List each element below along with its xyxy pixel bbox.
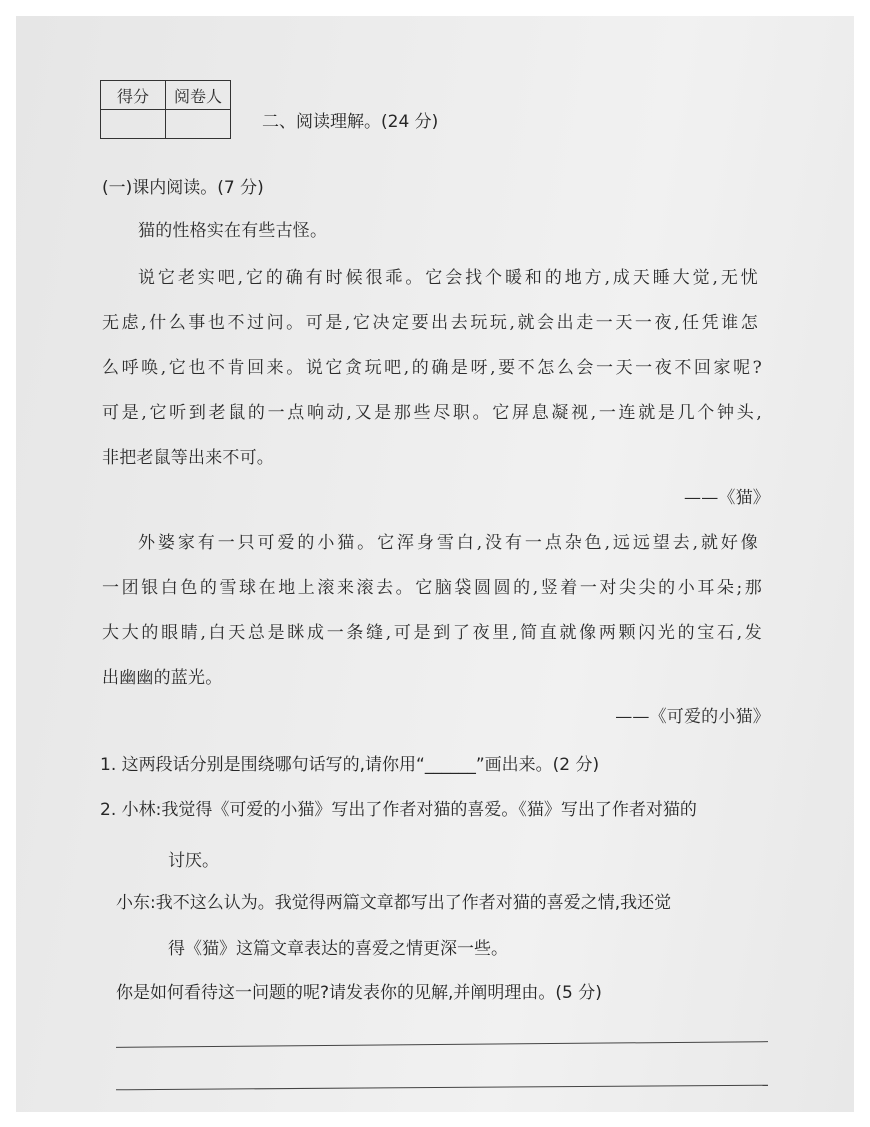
passage1-line: 非把老鼠等出来不可。	[102, 448, 274, 468]
passage1-line: 无虑,什么事也不过问。可是,它决定要出去玩玩,就会出走一天一夜,任凭谁怎	[102, 313, 758, 333]
exam-paper	[16, 16, 854, 1112]
score-table	[100, 80, 231, 139]
passage2-line: 外婆家有一只可爱的小猫。它浑身雪白,没有一点杂色,远远望去,就好像	[138, 533, 758, 553]
question-2-line1: 2. 小林:我觉得《可爱的小猫》写出了作者对猫的喜爱。《猫》写出了作者对猫的	[100, 800, 697, 820]
passage2-line: 大大的眼睛,白天总是眯成一条缝,可是到了夜里,简直就像两颗闪光的宝石,发	[102, 623, 762, 643]
section-title: 二、阅读理解。(24 分)	[262, 112, 439, 132]
passage1-source: ——《猫》	[684, 488, 770, 508]
question-2-line2: 讨厌。	[168, 851, 219, 871]
question-1: 1. 这两段话分别是围绕哪句话写的,请你用“______”画出来。(2 分)	[100, 755, 600, 775]
passage2-line: 出幽幽的蓝光。	[102, 668, 223, 688]
question-2-line3: 小东:我不这么认为。我觉得两篇文章都写出了作者对猫的喜爱之情,我还觉	[116, 893, 672, 913]
question-2-line4: 得《猫》这篇文章表达的喜爱之情更深一些。	[168, 939, 508, 959]
part-title: (一)课内阅读。(7 分)	[102, 178, 264, 198]
score-header: 得分	[101, 81, 166, 110]
grader-header: 阅卷人	[166, 81, 231, 110]
grader-cell[interactable]	[166, 110, 231, 139]
passage1-line: 可是,它听到老鼠的一点响动,又是那些尽职。它屏息凝视,一连就是几个钟头,	[102, 403, 762, 423]
passage2-line: 一团银白色的雪球在地上滚来滚去。它脑袋圆圆的,竖着一对尖尖的小耳朵;那	[102, 578, 762, 598]
answer-line[interactable]	[116, 1085, 768, 1091]
score-cell[interactable]	[101, 110, 166, 139]
passage1-line: 说它老实吧,它的确有时候很乖。它会找个暖和的地方,成天睡大觉,无忧	[138, 268, 758, 288]
question-2-prompt: 你是如何看待这一问题的呢?请发表你的见解,并阐明理由。(5 分)	[116, 983, 602, 1003]
passage1-line: 么呼唤,它也不肯回来。说它贪玩吧,的确是呀,要不怎么会一天一夜不回家呢?	[102, 358, 762, 378]
passage1-line: 猫的性格实在有些古怪。	[138, 221, 328, 241]
passage2-source: ——《可爱的小猫》	[615, 707, 770, 727]
answer-line[interactable]	[116, 1041, 768, 1048]
